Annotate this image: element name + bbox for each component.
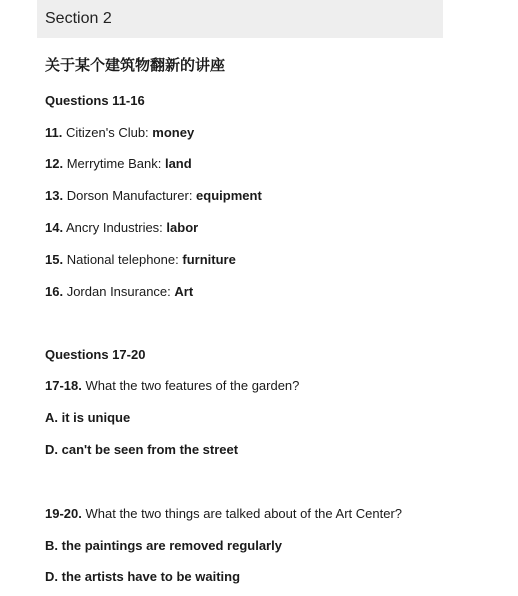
- question-16: [45, 284, 193, 300]
- question-number: 11.: [45, 125, 63, 140]
- question-text: National telephone:: [66, 252, 183, 267]
- question-number: 16.: [45, 284, 64, 299]
- question-text: What the two things are talked about of the Art Center?: [81, 506, 403, 521]
- question-answer: furniture: [182, 252, 236, 267]
- question-answer: land: [164, 156, 192, 171]
- question-number: 17-18.: [45, 378, 82, 393]
- question-number: 12.: [45, 156, 64, 171]
- question-answer: money: [152, 125, 195, 140]
- question-14: [45, 220, 198, 236]
- question-text: Dorson Manufacturer:: [66, 188, 197, 203]
- answer-17-18-a: A. it is unique: [45, 410, 131, 425]
- question-answer: Art: [174, 284, 194, 299]
- question-number: 13.: [45, 188, 64, 203]
- section-header: [37, 0, 443, 38]
- question-11: [45, 125, 194, 141]
- questions-heading-17-20: Questions 17-20: [45, 347, 146, 362]
- question-number: 19-20.: [45, 506, 82, 521]
- question-text: Ancry Industries:: [65, 220, 167, 235]
- question-number: 14.: [45, 220, 64, 235]
- section-title: Section 2: [45, 10, 112, 27]
- question-text: What the two features of the garden?: [81, 378, 300, 393]
- questions-heading-11-16: Questions 11-16: [45, 93, 145, 108]
- question-19-20: [45, 506, 402, 522]
- question-13: [45, 188, 262, 204]
- question-text: Citizen's Club:: [65, 125, 153, 140]
- question-answer: labor: [166, 220, 199, 235]
- answer-19-20-b: B. the paintings are removed regularly: [45, 538, 282, 553]
- lecture-title: 关于某个建筑物翻新的讲座: [45, 56, 226, 74]
- question-15: [45, 252, 236, 268]
- question-12: [45, 156, 192, 172]
- answer-19-20-d: D. the artists have to be waiting: [45, 569, 241, 584]
- question-text: Merrytime Bank:: [66, 156, 165, 171]
- question-answer: equipment: [196, 188, 262, 203]
- question-17-18: [45, 378, 299, 394]
- question-text: Jordan Insurance:: [66, 284, 175, 299]
- answer-17-18-d: D. can't be seen from the street: [45, 442, 239, 457]
- question-number: 15.: [45, 252, 64, 267]
